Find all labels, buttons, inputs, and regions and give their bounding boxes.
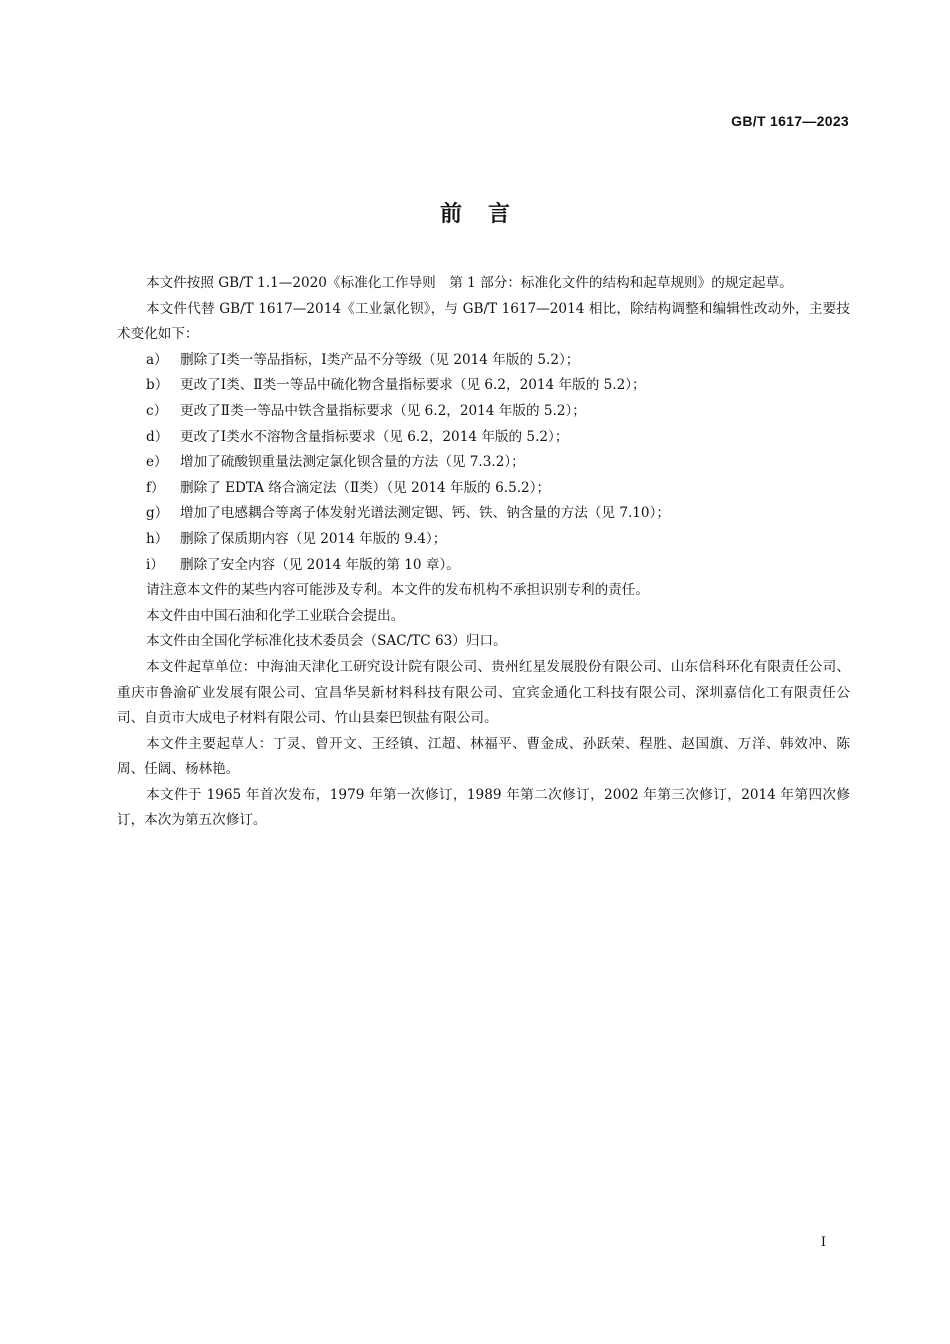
list-item [117,501,850,527]
list-item [117,399,850,425]
paragraph: 本文件按照 GB/T 1.1—2020《标准化工作导则 第 1 部分：标准化文件的结构和起草规则》的规定起草。 [146,275,793,291]
list-item-label: e） [146,454,168,471]
list-item-text: 增加了硫酸钡重量法测定氯化钡含量的方法（见 7.3.2）； [180,454,525,471]
list-item-label: d） [146,428,169,445]
list-item [117,476,850,502]
list-item-label: f） [146,479,165,496]
page-title: 前言 [439,202,536,227]
list-item [117,425,850,451]
list-item-label: g） [146,505,169,522]
paragraph: 请注意本文件的某些内容可能涉及专利。本文件的发布机构不承担识别专利的责任。 [146,582,649,599]
list-item-text: 更改了Ⅰ类、Ⅱ类一等品中硫化物含量指标要求（见 6.2，2014 年版的 5.2）； [180,377,646,394]
list-item-text: 增加了电感耦合等离子体发射光谱法测定锶、钙、铁、钠含量的方法（见 7.10）； [180,505,670,522]
list-item [117,527,850,553]
paragraph: 本文件代替 GB/T 1617—2014《工业氯化钡》，与 GB/T 1617—2014 相比，除结构调整和编辑性改动外，主要技术变化如下： [117,300,850,343]
paragraph: 本文件由全国化学标准化技术委员会（SAC/TC 63）归口。 [146,633,507,650]
list-item-label: c） [146,402,168,419]
list-item-text: 删除了Ⅰ类一等品指标，Ⅰ类产品不分等级（见 2014 年版的 5.2）； [180,351,580,368]
paragraph: 本文件由中国石油和化学工业联合会提出。 [146,607,405,624]
list-item-text: 删除了 EDTA 络合滴定法（Ⅱ类）（见 2014 年版的 6.5.2）； [180,479,551,496]
list-item-text: 删除了保质期内容（见 2014 年版的 9.4）； [180,530,447,547]
list-item-label: b） [146,377,169,394]
list-item [117,348,850,374]
list-item-label: h） [146,530,169,547]
list-item-label: a） [146,351,168,368]
list-item-label: i） [146,556,164,573]
paragraph: 本文件主要起草人：丁灵、曾开文、王经镇、江超、林福平、曹金成、孙跃荣、程胜、赵国旗、万洋、韩效冲、陈周、任阔、杨林艳。 [117,735,850,778]
paragraph: 本文件于 1965 年首次发布，1979 年第一次修订，1989 年第二次修订，2002 年第三次修订，2014 年第四次修订，本次为第五次修订。 [117,786,850,829]
paragraph: 本文件起草单位：中海油天津化工研究设计院有限公司、贵州红星发展股份有限公司、山东信科环化有限责任公司、重庆市鲁渝矿业发展有限公司、宜昌华昊新材料科技有限公司、宜宾金通化工科技有限公司、深圳嘉信化工有限责任公司、自贡市大成电子材料有限公司、竹山县秦巴钡盐有限公司。 [117,658,850,727]
standard-number: GB/T 1617—2023 [731,113,849,129]
list-item [117,373,850,399]
page-number: I [820,1235,826,1250]
list-item-text: 更改了Ⅱ类一等品中铁含量指标要求（见 6.2，2014 年版的 5.2）； [180,402,586,419]
list-item-text: 更改了Ⅰ类水不溶物含量指标要求（见 6.2，2014 年版的 5.2）； [180,428,569,445]
list-item [117,553,850,579]
foreword-body [117,271,850,834]
change-list [117,348,850,578]
list-item-text: 删除了安全内容（见 2014 年版的第 10 章）。 [180,556,460,573]
list-item [117,450,850,476]
